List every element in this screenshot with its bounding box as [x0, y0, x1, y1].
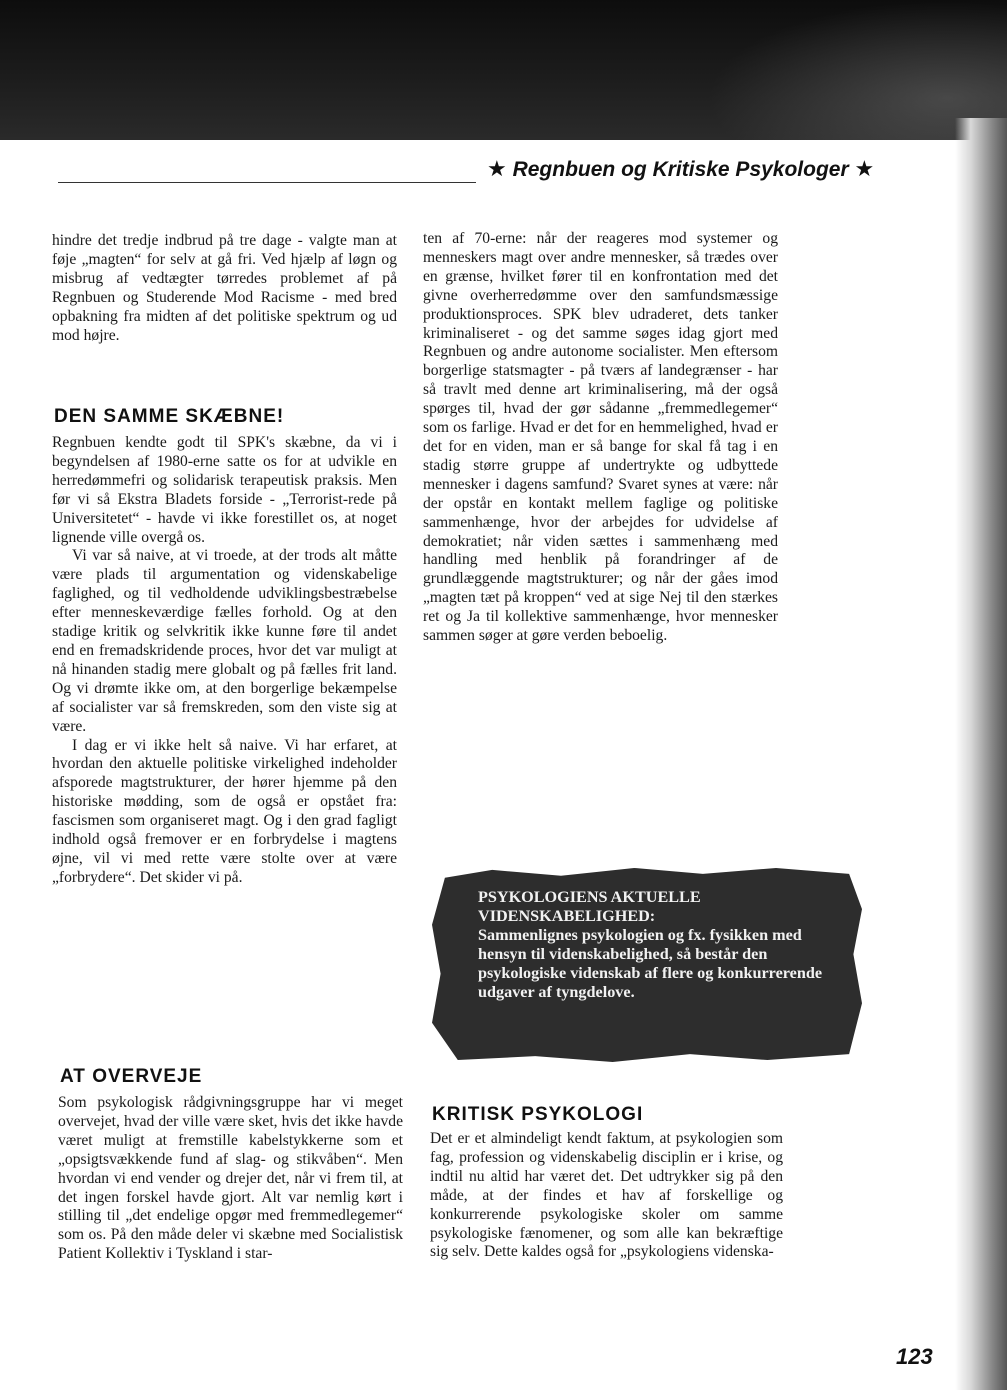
- left-section1-body: [52, 434, 397, 888]
- callout-body: Sammenlignes psykologien og fx. fysikken med hensyn til videnskabelighed, så består den psykologiske videnskab af flere og konkurrerende udgaver af tyngdelove.: [478, 926, 823, 1001]
- running-head: [487, 156, 937, 182]
- scan-edge-shadow: [955, 118, 1007, 1390]
- left-intro: [52, 232, 397, 345]
- paragraph: hindre det tredje indbrud på tre dage - valgte man at føje „magten“ for selv at gå fri. Ved hjælp af løgn og misbrug af vedtægter tørredes problemet af på Regnbuen og Studerende Mod Racisme - med bred opbakning fra midten af det politiske spektrum og ud mod højre.: [52, 232, 397, 344]
- star-icon: ★: [487, 156, 507, 181]
- scan-dark-band: [0, 0, 1007, 140]
- section-heading-kritisk-psykologi: KRITISK PSYKOLOGI: [432, 1104, 644, 1125]
- paragraph: Vi var så naive, at vi troede, at der trods alt måtte være plads til argumentation og videnskabelige faglighed, og til vedholdende udviklingsbestræbelse efter menneskeværdige fælles forhold. Og at den stadige kritik og selvkritik ikke kunne føre til andet end en fremadskridende proces, hvor det var muligt at nå hinanden stadig mere globalt og på fælles frit land. Og vi drømte ikke om, at den borgerlige bekæmpelse af socialister var så fremskreden, som den viste sig at være.: [52, 547, 397, 735]
- paragraph: I dag er vi ikke helt så naive. Vi har erfaret, at hvordan den aktuelle politiske virkelighed indeholder afsporede magtstrukturer, der hører hjemme på den historiske mødding, som de også er opstået fra: fascismen som organiseret magt. Og i den grad fagligt indhold også fremover er en forbrydelse i magtens øjne, vil vi med rette være stolte over at være „forbrydere“. Det skider vi på.: [52, 736, 397, 886]
- paragraph: ten af 70-erne: når der reageres mod systemer og menneskers magt over andre mennesker, så trædes over en grænse, hvilket fører til en konfrontation med det givne overherredømme over den samfundsmæssige produktionsproces. SPK blev udraderet, dets tanker kriminaliseret - og det samme søges idag gjort med Regnbuen og andre autonome socialister. Men eftersom borgerlige statsmagter - på tværs af landegrænser - har så travlt med denne art kriminalisering, må der også spørges til, hvad der gør sådanne „fremmedlegemer“ som os farlige. Hvad er det for en hemmelighed, hvad er det for en viden, man er så bange for skal få tag i en stadig større gruppe af undertrykte og udbyttede mennesker i dagens samfund? Svaret synes at være: når der opstår en kontakt mellem faglige og politiske sammenhænge, hvor der arbejdes for udvidelse af demokratiet; når viden sættes i sammenhæng med handling med henblik på forandringer af de grundlæggende magtstrukturer; og når der gåes imod „magten tæt på kroppen“ ved at sige Nej til den stærkes ret og Ja til kollektive sammenhænge, hvor mennesker sammen søger at gøre verden beboelig.: [423, 230, 778, 645]
- section-heading-den-samme-skaebne: DEN SAMME SKÆBNE!: [54, 406, 285, 427]
- paragraph: Det er et almindeligt kendt faktum, at psykologien som fag, profession og videnskabelig disciplin er i krise, og indtil nu altid har været det. Det udtrykker sig på den måde, at der findes et hav af forskellige og konkurrerende psykologiske skoler om samme psykologiske fænomener, og som alle kan bekræftige sig selv. Dette kaldes også for „psykologiens videnska-: [430, 1130, 783, 1261]
- running-head-title: Regnbuen og Kritiske Psykologer: [512, 158, 849, 181]
- right-column-body: [423, 230, 778, 646]
- star-icon: ★: [854, 156, 875, 181]
- callout-text: [478, 888, 848, 1002]
- left-section2-body: [58, 1094, 403, 1264]
- header-rule: [58, 182, 476, 183]
- page-number: 123: [896, 1344, 933, 1369]
- right-section3-body: [430, 1130, 783, 1262]
- section-heading-at-overveje: AT OVERVEJE: [60, 1066, 203, 1087]
- paragraph: Regnbuen kendte godt til SPK's skæbne, da vi i begyndelsen af 1980-erne satte os for at udvikle en herredømmefri og solidarisk terapeutisk praksis. Men før vi så Ekstra Bladets forside - „Terrorist-rede på Universitetet“ - havde vi ikke forestillet os, at noget lignende ville overgå os.: [52, 434, 397, 546]
- paragraph: Som psykologisk rådgivningsgruppe har vi meget overvejet, hvad der ville være sket, hvis det ikke havde været muligt at fremstille kabelstykkerne som et „opsigtsvækkende fund af slag- og stikvåben“. Men hvordan vi end vender og drejer det, når vi frem til, at det ingen forskel havde gjort. Alt var nemlig kørt i stilling til „det endelige opgør med fremmedlegemer“ som os. På den måde deler vi skæbne med Socialistisk Patient Kollektiv i Tyskland i star-: [58, 1094, 403, 1263]
- callout-title: PSYKOLOGIENS AKTUELLE VIDENSKABELIGHED:: [478, 888, 701, 925]
